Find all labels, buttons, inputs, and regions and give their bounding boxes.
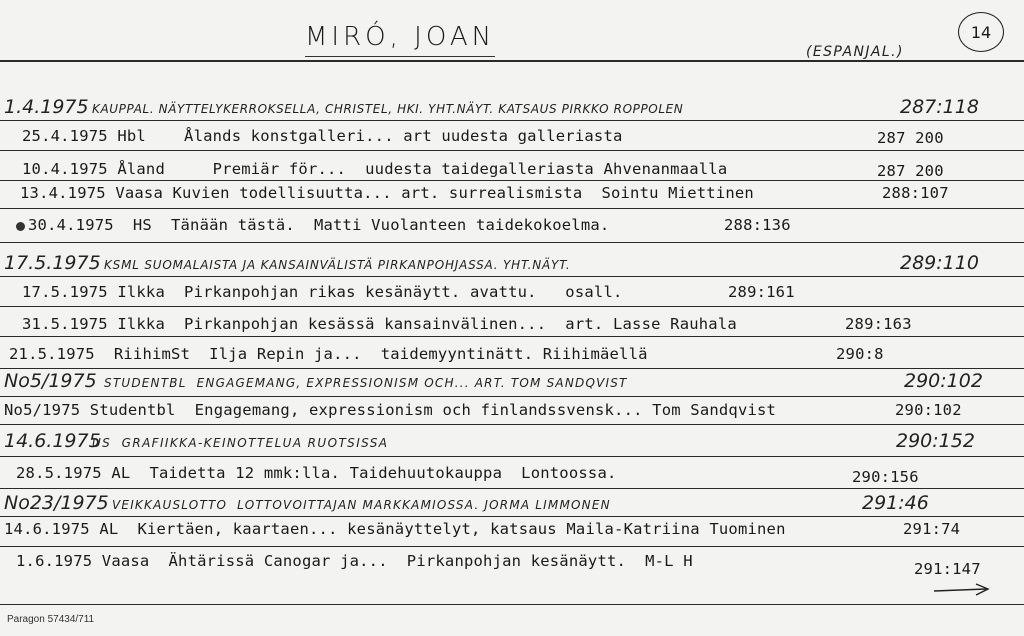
entry-text: KSML SUOMALAISTA JA KANSAINVÄLISTÄ PIRKANPOHJASSA. YHT.NÄYT. — [104, 258, 571, 272]
arrow-right-icon — [932, 582, 992, 600]
row-rule — [0, 396, 1024, 397]
card-footer: Paragon 57434/711 — [7, 614, 95, 625]
entry-date: No5/1975 — [4, 370, 97, 392]
entry-text: 1.6.1975 Vaasa Ähtärissä Canogar ja... Pirkanpohjan kesänäytt. M-L H — [16, 552, 693, 570]
row-rule — [0, 180, 1024, 181]
entry-date: 14.6.1975 — [4, 430, 101, 452]
entry-text: 31.5.1975 Ilkka Pirkanpohjan kesässä kansainvälinen... art. Lasse Rauhala — [22, 315, 737, 333]
header-rule — [0, 60, 1024, 62]
entry-text: 30.4.1975 HS Tänään tästä. Matti Vuolanteen taidekokoelma. — [28, 216, 610, 234]
row-rule — [0, 488, 1024, 489]
entry-text: KAUPPAL. NÄYTTELYKERROKSELLA, CHRISTEL, HKI. YHT.NÄYT. KATSAUS PIRKKO ROPPOLEN — [92, 102, 684, 116]
entry-date: No23/1975 — [4, 492, 109, 514]
entry-ref: 290:152 — [896, 430, 975, 452]
row-rule — [0, 456, 1024, 457]
entry-ref: 290:8 — [836, 345, 884, 363]
title-underline — [305, 56, 495, 57]
entry-date: 17.5.1975 — [4, 252, 101, 274]
entry-text: 25.4.1975 Hbl Ålands konstgalleri... art uudesta galleriasta — [22, 127, 623, 145]
row-rule — [0, 336, 1024, 337]
row-rule — [0, 604, 1024, 605]
entry-ref: 291:147 — [914, 560, 981, 578]
entry-ref: 287:118 — [900, 96, 979, 118]
entry-text: 10.4.1975 Åland Premiär för... uudesta taidegalleriasta Ahvenanmaalla — [22, 160, 728, 178]
entry-text: 14.6.1975 AL Kiertäen, kaartaen... kesänäyttelyt, katsaus Maila-Katriina Tuominen — [4, 520, 786, 538]
row-rule — [0, 516, 1024, 517]
entry-text: No5/1975 Studentbl Engagemang, expressionism och finlandssvensk... Tom Sandqvist — [4, 401, 777, 419]
entry-ref: 288:107 — [882, 184, 949, 202]
entry-ref: 287 200 — [877, 129, 944, 147]
entry-ref: 290:102 — [904, 370, 983, 392]
entry-ref: 289:163 — [845, 315, 912, 333]
entry-ref: 291:74 — [903, 520, 961, 538]
entry-ref: 291:46 — [862, 492, 929, 514]
row-rule — [0, 424, 1024, 425]
card-title: MIRÓ, JOAN — [305, 22, 496, 52]
entry-text: 28.5.1975 AL Taidetta 12 mmk:lla. Taidehuutokauppa Lontoossa. — [16, 464, 617, 482]
category-label: (ESPANJAL.) — [806, 44, 904, 60]
entry-ref: 288:136 — [724, 216, 791, 234]
entry-text: VEIKKAUSLOTTO LOTTOVOITTAJAN MARKKAMIOSSA. JORMA LIMMONEN — [112, 498, 611, 512]
entry-text: 21.5.1975 RiihimSt Ilja Repin ja... taidemyyntinätt. Riihimäellä — [9, 345, 648, 363]
entry-ref: 289:110 — [900, 252, 979, 274]
entry-ref: 290:156 — [852, 468, 919, 486]
row-rule — [0, 546, 1024, 547]
entry-ref: 290:102 — [895, 401, 962, 419]
entry-text: 13.4.1975 Vaasa Kuvien todellisuutta... art. surrealismista Sointu Miettinen — [20, 184, 754, 202]
entry-date: 1.4.1975 — [4, 96, 89, 118]
entry-text: US GRAFIIKKA-KEINOTTELUA RUOTSISSA — [92, 436, 389, 450]
row-rule — [0, 242, 1024, 243]
row-rule — [0, 306, 1024, 307]
entry-text: STUDENTBL ENGAGEMANG, EXPRESSIONISM OCH... ART. TOM SANDQVIST — [104, 376, 628, 390]
row-rule — [0, 120, 1024, 121]
row-rule — [0, 150, 1024, 151]
card-number-badge: 14 — [958, 12, 1004, 52]
hole-punch-dot — [16, 222, 25, 231]
entry-ref: 289:161 — [728, 283, 795, 301]
entry-text: 17.5.1975 Ilkka Pirkanpohjan rikas kesänäytt. avattu. osall. — [22, 283, 623, 301]
row-rule — [0, 368, 1024, 369]
row-rule — [0, 208, 1024, 209]
entry-ref: 287 200 — [877, 162, 944, 180]
row-rule — [0, 276, 1024, 277]
